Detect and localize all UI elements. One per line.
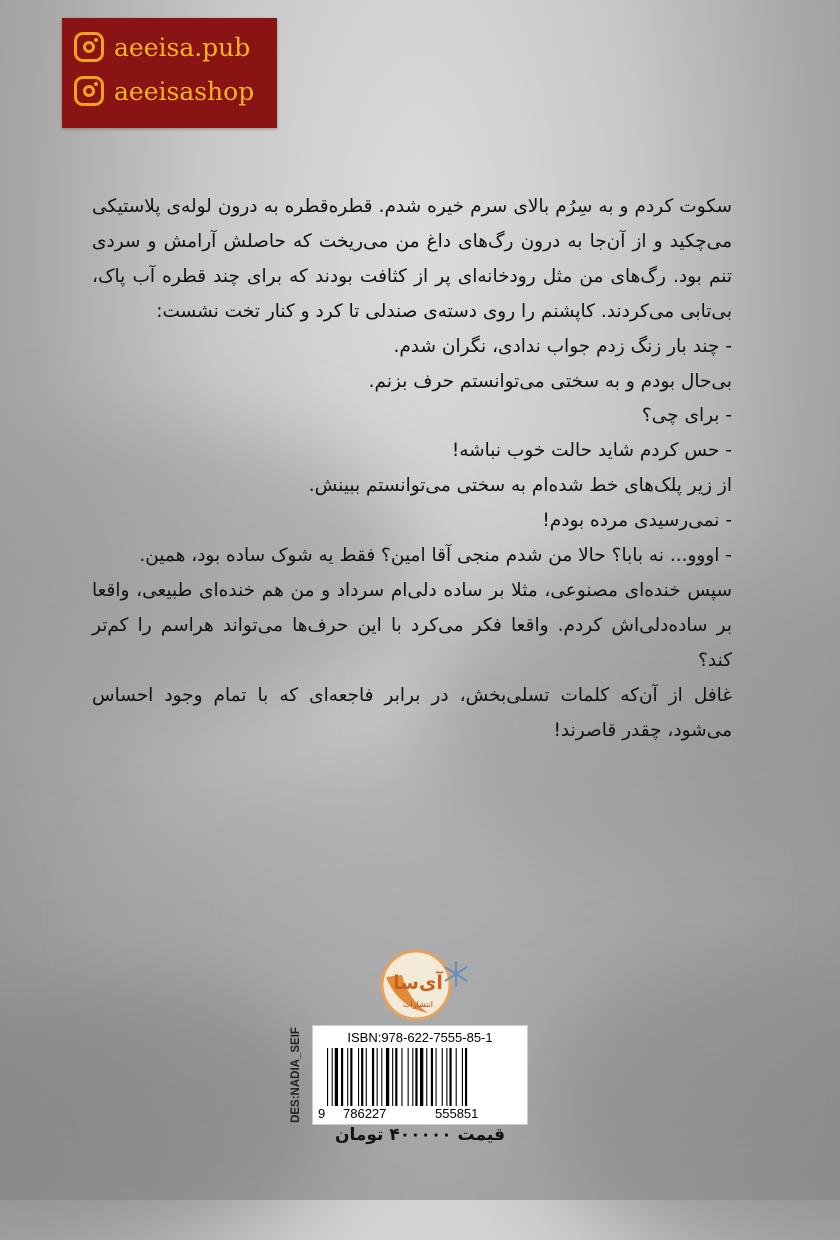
- paragraph: - برای چی؟: [641, 405, 732, 427]
- barcode-bar: [412, 1048, 413, 1106]
- paragraph: - اووو... نه بابا؟ حالا من شدم منجی آقا امین؟ فقط یه شوک ساده بود، همین.: [139, 545, 732, 567]
- paragraph: از زیر پلک‌های خط شده‌ام به سختی می‌توانستم ببینش.: [308, 475, 732, 497]
- back-cover-text: [92, 190, 732, 749]
- barcode-bar: [386, 1048, 389, 1106]
- publisher-logo-text: آی‌سا: [393, 972, 443, 994]
- barcode-digits-middle: 786227: [343, 1106, 387, 1121]
- paragraph: سپس خنده‌ای مصنوعی، مثلا بر ساده دلی‌ام سرداد و من هم خنده‌ای طبیعی، واقعا بر ساده‌دلی‌اش کردم. واقعا فکر می‌کرد با این حرف‌ها می‌تواند هراسم را کم‌تر کند؟: [92, 579, 732, 671]
- barcode-bar: [431, 1048, 433, 1106]
- barcode-bars: [327, 1048, 515, 1106]
- barcode-bar: [449, 1048, 451, 1106]
- barcode-digits-left: 9: [318, 1106, 326, 1121]
- social-handle: aeeisashop: [114, 76, 255, 106]
- barcode-bar: [446, 1048, 447, 1106]
- barcode-bar: [462, 1048, 463, 1106]
- social-account-row[interactable]: [74, 32, 250, 62]
- publisher-logo: [378, 947, 470, 1025]
- barcode-bar: [381, 1048, 382, 1106]
- barcode-bar: [361, 1048, 363, 1106]
- barcode-bar: [341, 1048, 343, 1106]
- barcode-bar: [327, 1048, 328, 1106]
- barcode-bar: [408, 1048, 409, 1106]
- isbn-label: ISBN:978-622-7555-85-1: [347, 1030, 493, 1045]
- barcode-bar: [347, 1048, 348, 1106]
- barcode-bar: [335, 1048, 338, 1106]
- barcode-digits-right: 555851: [435, 1106, 479, 1121]
- barcode-bar: [401, 1048, 402, 1106]
- social-account-row[interactable]: [74, 76, 254, 106]
- barcode-bar: [420, 1048, 423, 1106]
- barcode-bar: [358, 1048, 359, 1106]
- instagram-icon: [74, 76, 104, 106]
- barcode-bar: [377, 1048, 378, 1106]
- isbn-barcode: [312, 1025, 528, 1125]
- designer-credit: DES:NADIA_SEIF: [290, 1027, 302, 1123]
- barcode-bar: [456, 1048, 457, 1106]
- publisher-logo-subtext: انتشارات: [402, 1000, 434, 1009]
- barcode-bar: [350, 1048, 352, 1106]
- barcode-bar: [366, 1048, 367, 1106]
- instagram-icon: [74, 32, 104, 62]
- barcode-bar: [442, 1048, 443, 1106]
- barcode-bar: [372, 1048, 374, 1106]
- paragraph: بی‌حال بودم و به سختی می‌توانستم حرف بزنم.: [368, 370, 732, 392]
- barcode-bar: [332, 1048, 333, 1106]
- paragraph: - حس کردم شاید حالت خوب نباشه!: [451, 440, 732, 462]
- social-media-panel: [62, 18, 277, 128]
- barcode-bar: [392, 1048, 393, 1106]
- barcode-bar: [465, 1048, 467, 1106]
- paragraph: غافل از آن‌که کلمات تسلی‌بخش، در برابر فاجعه‌ای که با تمام وجود احساس می‌شود، چقدر قاصرند!: [92, 684, 732, 741]
- paragraph: - نمی‌رسیدی مرده بودم!: [542, 510, 732, 532]
- social-handle: aeeisa.pub: [114, 32, 251, 62]
- paragraph: - چند بار زنگ زدم جواب ندادی، نگران شدم.: [393, 335, 732, 357]
- price-label: قیمت ۴۰۰۰۰۰ تومان: [334, 1125, 506, 1145]
- barcode-bar: [426, 1048, 427, 1106]
- barcode-bar: [415, 1048, 417, 1106]
- barcode-bar: [395, 1048, 397, 1106]
- paragraph: سکوت کردم و به سِرُم بالای سرم خیره شدم. قطره‌قطره به درون لوله‌ی پلاستیکی می‌چکید و از آن‌جا به درون رگ‌های داغ من می‌ریخت که حاصلش آرامش و سردی تنم بود. رگ‌های من مثل رودخانه‌ای پر از کثافت بودند که برای چند قطره آب پاک، بی‌تابی می‌کردند. کاپشنم را روی دسته‌ی صندلی تا کرد و کنار تخت نشست:: [92, 196, 732, 322]
- barcode-bar: [436, 1048, 437, 1106]
